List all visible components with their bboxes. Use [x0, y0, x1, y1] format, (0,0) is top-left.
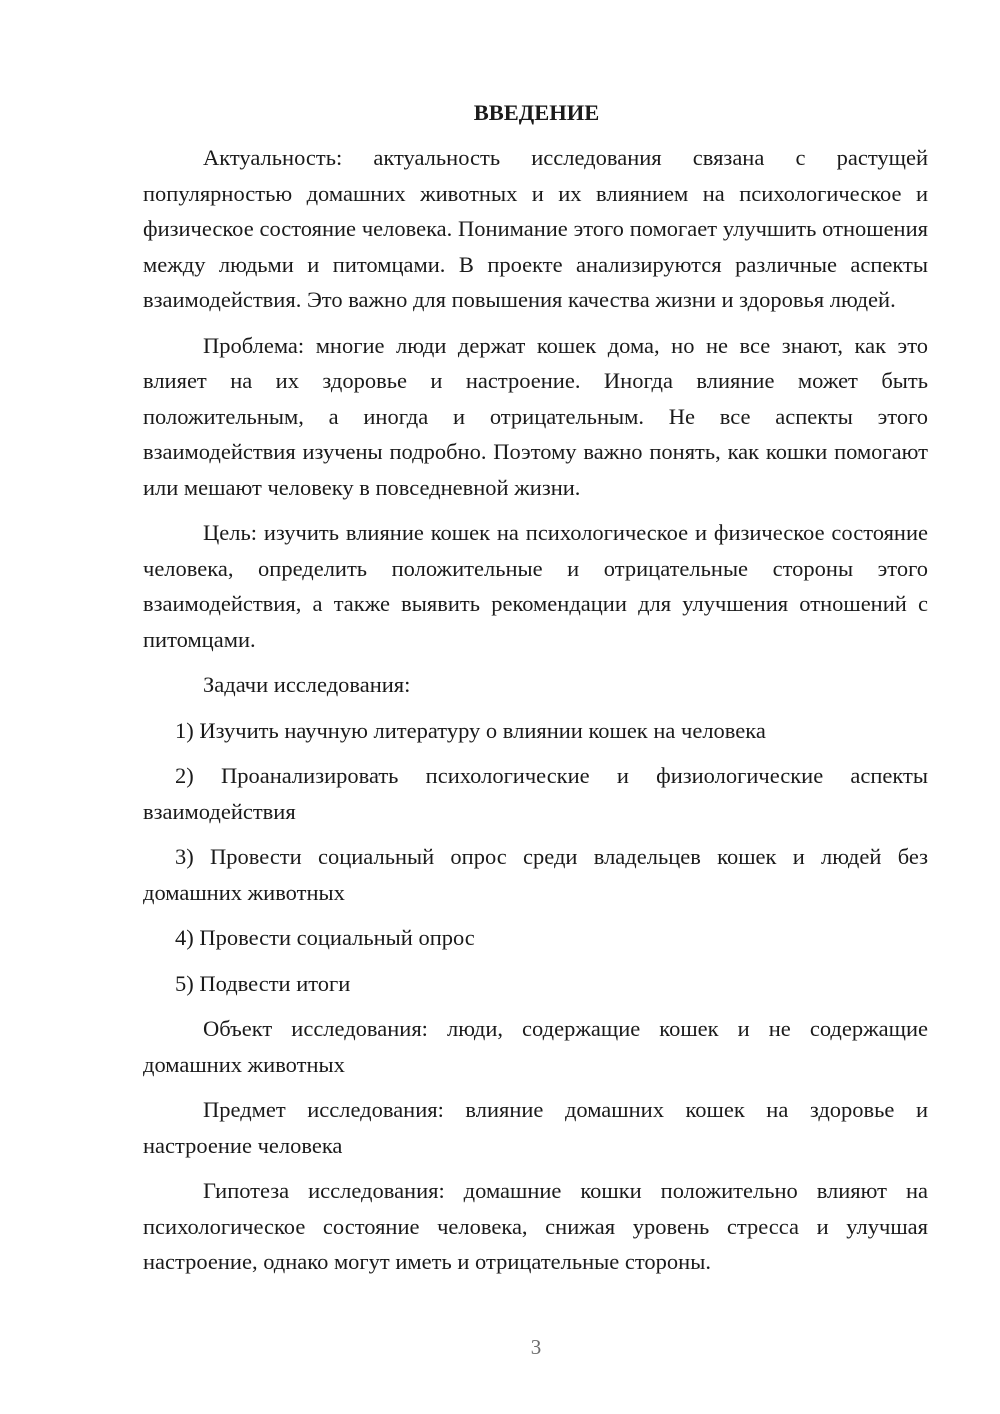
task-item: 5) Подвести итоги: [175, 970, 351, 996]
problem-paragraph: Проблема: многие люди держат кошек дома, но не все знают, как это влияет на их здоровье и настроение. Иногда влияние может быть положительным, а иногда и отрицательным. Не все аспекты этого взаимодействия изучены подробно. Поэтому важно понять, как кошки помогают или мешают человеку в повседневной жизни.: [143, 332, 928, 500]
section-heading: ВВЕДЕНИЕ: [473, 100, 600, 125]
task-item: 3) Провести социальный опрос среди владельцев кошек и людей без домашних животных: [143, 844, 928, 905]
task-item: 2) Проанализировать психологические и физиологические аспекты взаимодействия: [143, 763, 928, 824]
task-item: 4) Провести социальный опрос: [175, 925, 475, 950]
tasks-heading: Задачи исследования:: [203, 672, 411, 697]
goal-paragraph: Цель: изучить влияние кошек на психологическое и физическое состояние человека, определить положительные и отрицательные стороны этого взаимодействия, а также выявить рекомендации для улучшения отношений с питомцами.: [143, 520, 928, 652]
hypothesis-paragraph: Гипотеза исследования: домашние кошки положительно влияют на психологическое состояние человека, снижая уровень стресса и улучшая настроение, однако могут иметь и отрицательные стороны.: [143, 1178, 928, 1274]
task-item: 1) Изучить научную литературу о влиянии кошек на человека: [175, 717, 766, 743]
page-content: [143, 95, 928, 1290]
object-paragraph: Объект исследования: люди, содержащие кошек и не содержащие домашних животных: [143, 1016, 928, 1077]
page-number: 3: [530, 1335, 542, 1359]
relevance-paragraph: Актуальность: актуальность исследования связана с растущей популярностью домашних животных и их влиянием на психологическое и физическое состояние человека. Понимание этого помогает улучшить отношения между людьми и питомцами. В проекте анализируются различные аспекты взаимодействия. Это важно для повышения качества жизни и здоровья людей.: [143, 145, 928, 312]
subject-paragraph: Предмет исследования: влияние домашних кошек на здоровье и настроение человека: [143, 1097, 928, 1158]
